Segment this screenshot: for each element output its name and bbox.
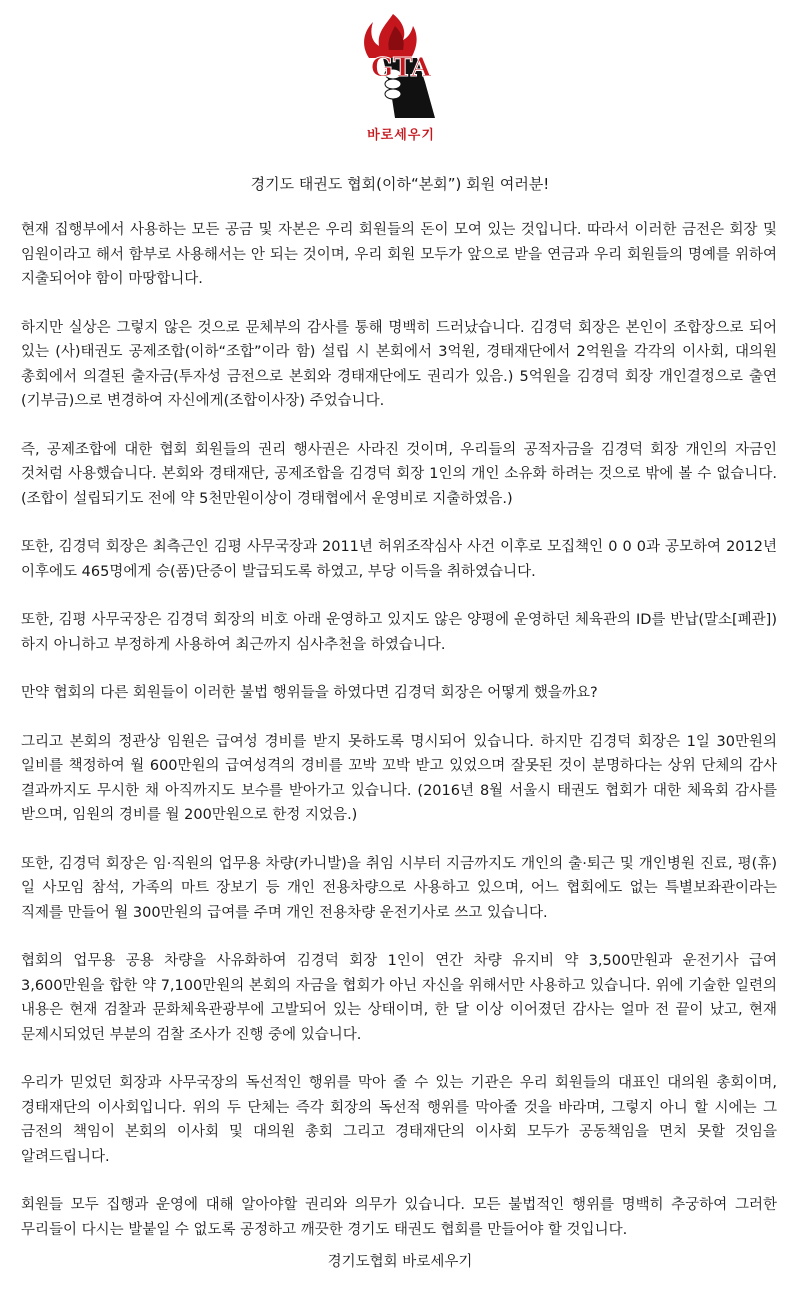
- fist-flame-emblem: [355, 12, 447, 122]
- paragraph: 그리고 본회의 정관상 임원은 급여성 경비를 받지 못하도록 명시되어 있습니다. 하지만 김경덕 회장은 1일 30만원의 일비를 책정하여 월 600만원의 급여성격의 경비를 꼬박 꼬박 받고 있었으며 잘못된 것이 분명하다는 상위 단체의 감사 결과까지도 무시한 채 아직까지도 보수를 받아가고 있습니다. (2016년 8월 서울시 태권도 협회가 대한 체육회 감사를 받으며, 임원의 경비를 월 200만원으로 한정 지었음.): [21, 733, 777, 823]
- signature: 경기도협회 바로세우기: [327, 1254, 473, 1270]
- paragraph: 현재 집행부에서 사용하는 모든 공금 및 자본은 우리 회원들의 돈이 모여 있는 것입니다. 따라서 이러한 금전은 회장 및 임원이라고 해서 함부로 사용해서는 안 되는 것이며, 우리 회원 모두가 앞으로 받을 연금과 우리 회원들의 명예를 위하여 지출되어야 함이 마땅합니다.: [21, 222, 777, 287]
- paragraph: 또한, 김평 사무국장은 김경덕 회장의 비호 아래 운영하고 있지도 않은 양평에 운영하던 체육관의 ID를 반납(말소[폐관])하지 아니하고 부정하게 사용하여 최근까지 심사추천을 하였습니다.: [21, 612, 777, 653]
- paragraph: 즉, 공제조합에 대한 협회 회원들의 권리 행사권은 사라진 것이며, 우리들의 공적자금을 김경덕 회장 개인의 자금인 것처럼 사용했습니다. 본회와 경태재단, 공제조합을 김경덕 회장 1인의 개인 소유화 하려는 것으로 밖에 볼 수 없습니다. (조합이 설립되기도 전에 약 5천만원이상이 경태협에서 운영비로 지출하였음.): [21, 441, 777, 507]
- paragraph: 또한, 김경덕 회장은 최측근인 김평 사무국장과 2011년 허위조작심사 사건 이후로 모집책인 0 0 0과 공모하여 2012년 이후에도 465명에게 승(품)단증이 발급되도록 하였고, 부당 이득을 취하였습니다.: [21, 539, 777, 580]
- paragraph: 협회의 업무용 공용 차량을 사유화하여 김경덕 회장 1인이 연간 차량 유지비 약 3,500만원과 운전기사 급여 3,600만원을 합한 약 7,100만원의 본회의 자금을 협회가 아닌 자신을 위해서만 사용하고 있습니다. 위에 기술한 일련의 내용은 현재 검찰과 문화체육관광부에 고발되어 있는 상태이며, 한 달 이상 이어졌던 감사는 얼마 전 끝이 났고, 현재 문제시되었던 부분의 검찰 조사가 진행 중에 있습니다.: [21, 953, 777, 1043]
- logo-text: GTA: [370, 53, 432, 83]
- paragraph: 또한, 김경덕 회장은 임·직원의 업무용 차량(카니발)을 취임 시부터 지금까지도 개인의 출·퇴근 및 개인병원 진료, 평(휴)일 사모임 참석, 가족의 마트 장보기 등 개인 전용차량으로 사용하고 있으며, 어느 협회에도 없는 특별보좌관이라는 직제를 만들어 월 300만원의 급여를 주며 개인 전용차량 운전기사로 쓰고 있습니다.: [21, 855, 777, 921]
- paragraph: 만약 협회의 다른 회원들이 이러한 불법 행위들을 하였다면 김경덕 회장은 어떻게 했을까요?: [21, 685, 598, 701]
- logo-caption: 바로세우기: [367, 128, 435, 143]
- logo: [355, 12, 447, 142]
- paragraph: 회원들 모두 집행과 운영에 대해 알아야할 권리와 의무가 있습니다. 모든 불법적인 행위를 명백히 추궁하여 그러한 무리들이 다시는 발붙일 수 없도록 공정하고 깨끗한 경기도 태권도 협회를 만들어야 할 것입니다.: [21, 1197, 777, 1238]
- greeting: 경기도 태권도 협회(이하“본회”) 회원 여러분!: [250, 175, 550, 193]
- letter-body: [21, 218, 777, 1266]
- paragraph: 하지만 실상은 그렇지 않은 것으로 문체부의 감사를 통해 명백히 드러났습니다. 김경덕 회장은 본인이 조합장으로 되어 있는 (사)태권도 공제조합(이하“조합”이라 함) 설립 시 본회에서 3억원, 경태재단에서 2억원을 각각의 이사회, 대의원 총회에서 의결된 출자금(투자성 금전으로 본회와 경태재단에도 권리가 있음.) 5억원을 김경덕 회장 개인결정으로 출연(기부금)으로 변경하여 자신에게(조합이사장) 주었습니다.: [21, 319, 777, 409]
- paragraph: 우리가 믿었던 회장과 사무국장의 독선적인 행위를 막아 줄 수 있는 기관은 우리 회원들의 대표인 대의원 총회이며, 경태재단의 이사회입니다. 위의 두 단체는 즉각 회장의 독선적 행위를 막아줄 것을 바라며, 그렇지 아니 할 시에는 그 금전의 책임이 본회의 이사회 및 대의원 총회 그리고 경태재단의 이사회 모두가 공동책임을 면치 못할 것임을 알려드립니다.: [21, 1075, 777, 1165]
